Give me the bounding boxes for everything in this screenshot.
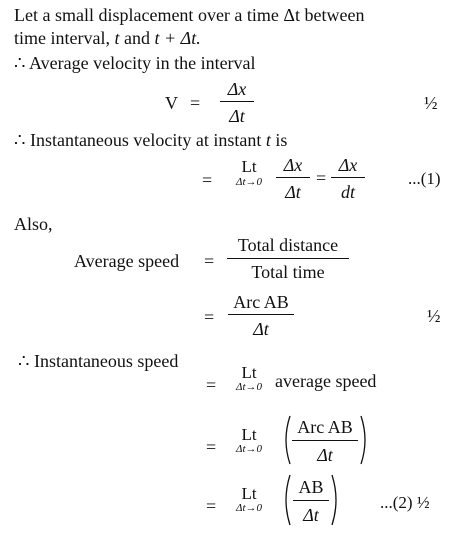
right-paren-icon (359, 415, 371, 465)
avg-velocity-fraction-bar (220, 101, 254, 102)
avg-speed-fraction-bar (227, 258, 349, 259)
also-label: Also, (14, 214, 53, 234)
inst-velocity-heading (14, 131, 287, 149)
inst-speed-eq1: = (206, 375, 217, 395)
inst-speed-p3-den: Δt (303, 505, 319, 525)
inst-velocity-f2-den: dt (340, 182, 355, 202)
avg-velocity-heading (14, 54, 256, 72)
inst-speed-lt2-sub: Δt→0 (235, 443, 262, 455)
inst-speed-lt3: Lt (241, 484, 257, 503)
avg-speed-denominator: Total time (251, 262, 325, 282)
intro-line-2-text: time interval, (14, 28, 110, 48)
inst-velocity-f2-num: Δx (338, 155, 358, 175)
inst-velocity-f1-bar (276, 177, 310, 178)
inst-speed-lt1: Lt (241, 363, 257, 382)
inst-velocity-lt-sub: Δt→0 (235, 176, 262, 188)
avg-speed-numerator: Total distance (237, 235, 339, 255)
therefore-symbol: ∴ (14, 130, 30, 150)
inst-velocity-eq1: = (202, 170, 213, 190)
intro-line-2 (14, 29, 201, 47)
avg-speed-arc-numerator: Arc AB (233, 292, 289, 312)
inst-velocity-lt: Lt (241, 157, 257, 176)
inst-speed-p3-bar (293, 500, 329, 501)
intro-line-2-and: and (123, 28, 150, 48)
therefore-symbol: ∴ (14, 53, 29, 73)
intro-line-2-t: t (114, 28, 120, 48)
inst-velocity-f1-num: Δx (283, 155, 303, 175)
inst-velocity-heading-t: t (265, 130, 271, 150)
intro-line-1: Let a small displacement over a time Δt between (14, 5, 365, 25)
avg-speed-arc-denominator: Δt (253, 319, 269, 339)
right-paren-icon (330, 474, 342, 526)
inst-speed-p3-num: AB (298, 477, 324, 497)
therefore-symbol: ∴ (18, 351, 34, 371)
equation-number-1: ...(1) (408, 169, 441, 188)
inst-speed-p2-den: Δt (317, 445, 333, 465)
inst-speed-heading-text: Instantaneous speed (33, 351, 179, 371)
equation-number-2: ...(2) ½ (380, 493, 430, 512)
avg-speed-arc-bar (228, 314, 294, 315)
mark-half-1: ½ (424, 93, 438, 113)
avg-speed-lhs: Average speed (74, 251, 180, 271)
avg-velocity-heading-text: Average velocity in the interval (28, 53, 256, 73)
avg-velocity-lhs: V (165, 93, 178, 113)
inst-velocity-eq2: = (316, 168, 327, 188)
inst-velocity-heading-text: Instantaneous velocity at instant (29, 130, 262, 150)
avg-velocity-eq: = (190, 93, 201, 113)
inst-speed-eq3: = (206, 496, 217, 516)
inst-speed-p2-bar (292, 440, 358, 441)
avg-velocity-denominator: Δt (229, 106, 245, 126)
inst-velocity-heading-is: is (275, 130, 288, 150)
avg-speed-eq: = (204, 251, 215, 271)
intro-line-2-tdt: t + Δt. (154, 28, 201, 48)
inst-velocity-f1-den: Δt (285, 182, 301, 202)
inst-speed-lt2: Lt (241, 425, 257, 444)
inst-speed-lt3-sub: Δt→0 (235, 502, 262, 514)
avg-velocity-numerator: Δx (227, 79, 247, 99)
inst-speed-average-text: average speed (275, 371, 377, 391)
inst-velocity-f2-bar (331, 177, 365, 178)
avg-speed-eq2: = (204, 307, 215, 327)
inst-speed-p2-num: Arc AB (297, 417, 353, 437)
inst-speed-lt1-sub: Δt→0 (235, 381, 262, 393)
inst-speed-heading (18, 352, 178, 370)
inst-speed-eq2: = (206, 437, 217, 457)
mark-half-2: ½ (427, 306, 441, 326)
